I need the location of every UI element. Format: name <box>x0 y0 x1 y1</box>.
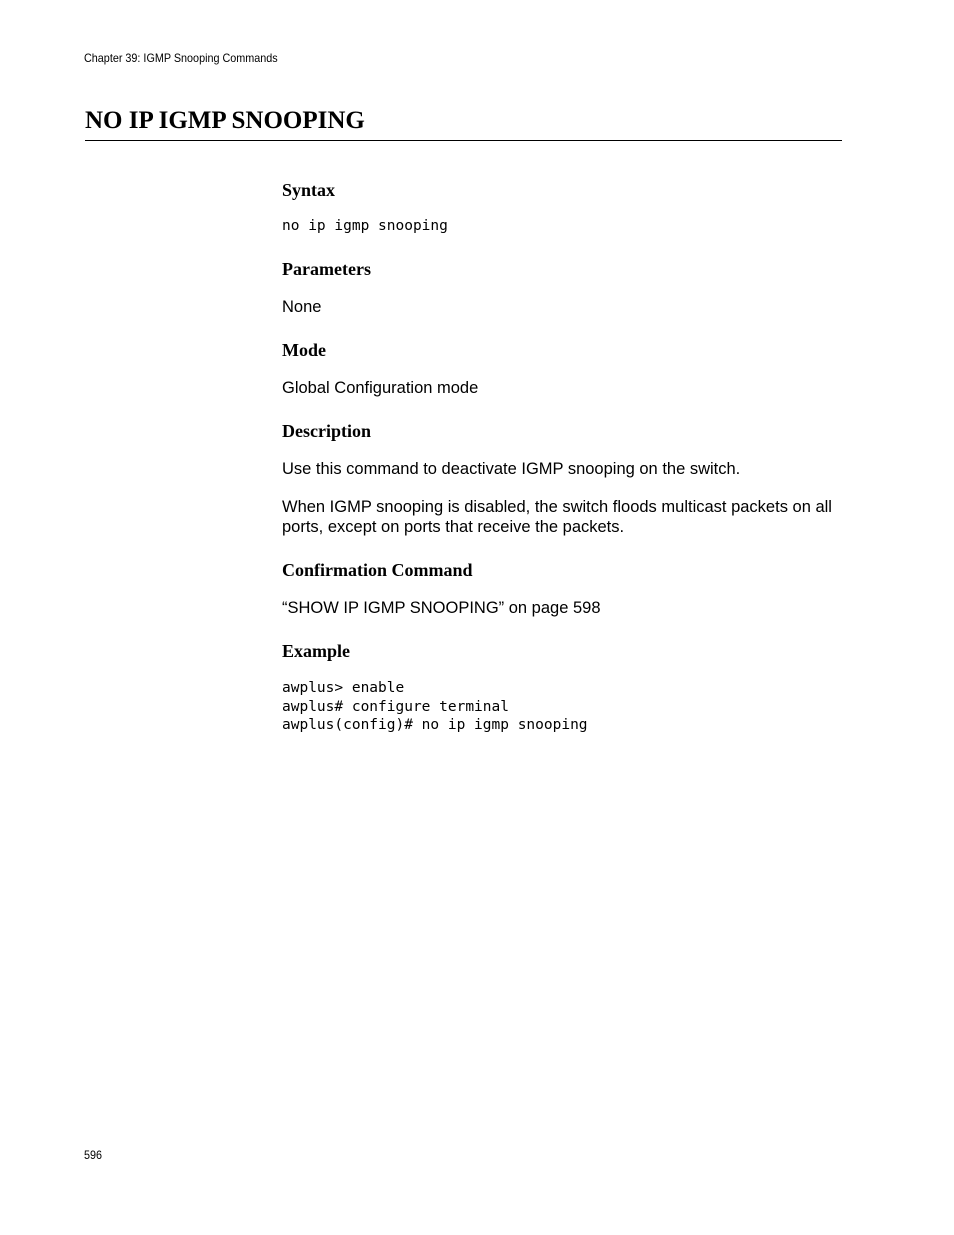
running-header: Chapter 39: IGMP Snooping Commands <box>84 51 278 65</box>
confirmation-link[interactable]: “SHOW IP IGMP SNOOPING” on page 598 <box>282 599 601 617</box>
mode-heading: Mode <box>282 340 326 360</box>
description-heading: Description <box>282 421 371 441</box>
example-line-2: awplus# configure terminal <box>282 698 509 715</box>
example-line-3: awplus(config)# no ip igmp snooping <box>282 717 588 733</box>
description-paragraph-1: Use this command to deactivate IGMP snooping on the switch. <box>282 460 741 478</box>
syntax-code: no ip igmp snooping <box>282 218 448 234</box>
description-paragraph-2: When IGMP snooping is disabled, the switch floods multicast packets on all ports, except on ports that receive the packets. <box>282 498 832 536</box>
syntax-heading: Syntax <box>282 180 336 200</box>
page-number: 596 <box>84 1148 103 1162</box>
example-heading: Example <box>282 641 351 661</box>
example-line-1: awplus> enable <box>282 680 405 696</box>
confirmation-heading: Confirmation Command <box>282 560 473 580</box>
parameters-heading: Parameters <box>282 259 371 279</box>
parameters-text: None <box>282 298 322 316</box>
mode-text: Global Configuration mode <box>282 379 479 397</box>
title-rule <box>85 140 842 141</box>
page-title: NO IP IGMP SNOOPING <box>85 107 365 134</box>
